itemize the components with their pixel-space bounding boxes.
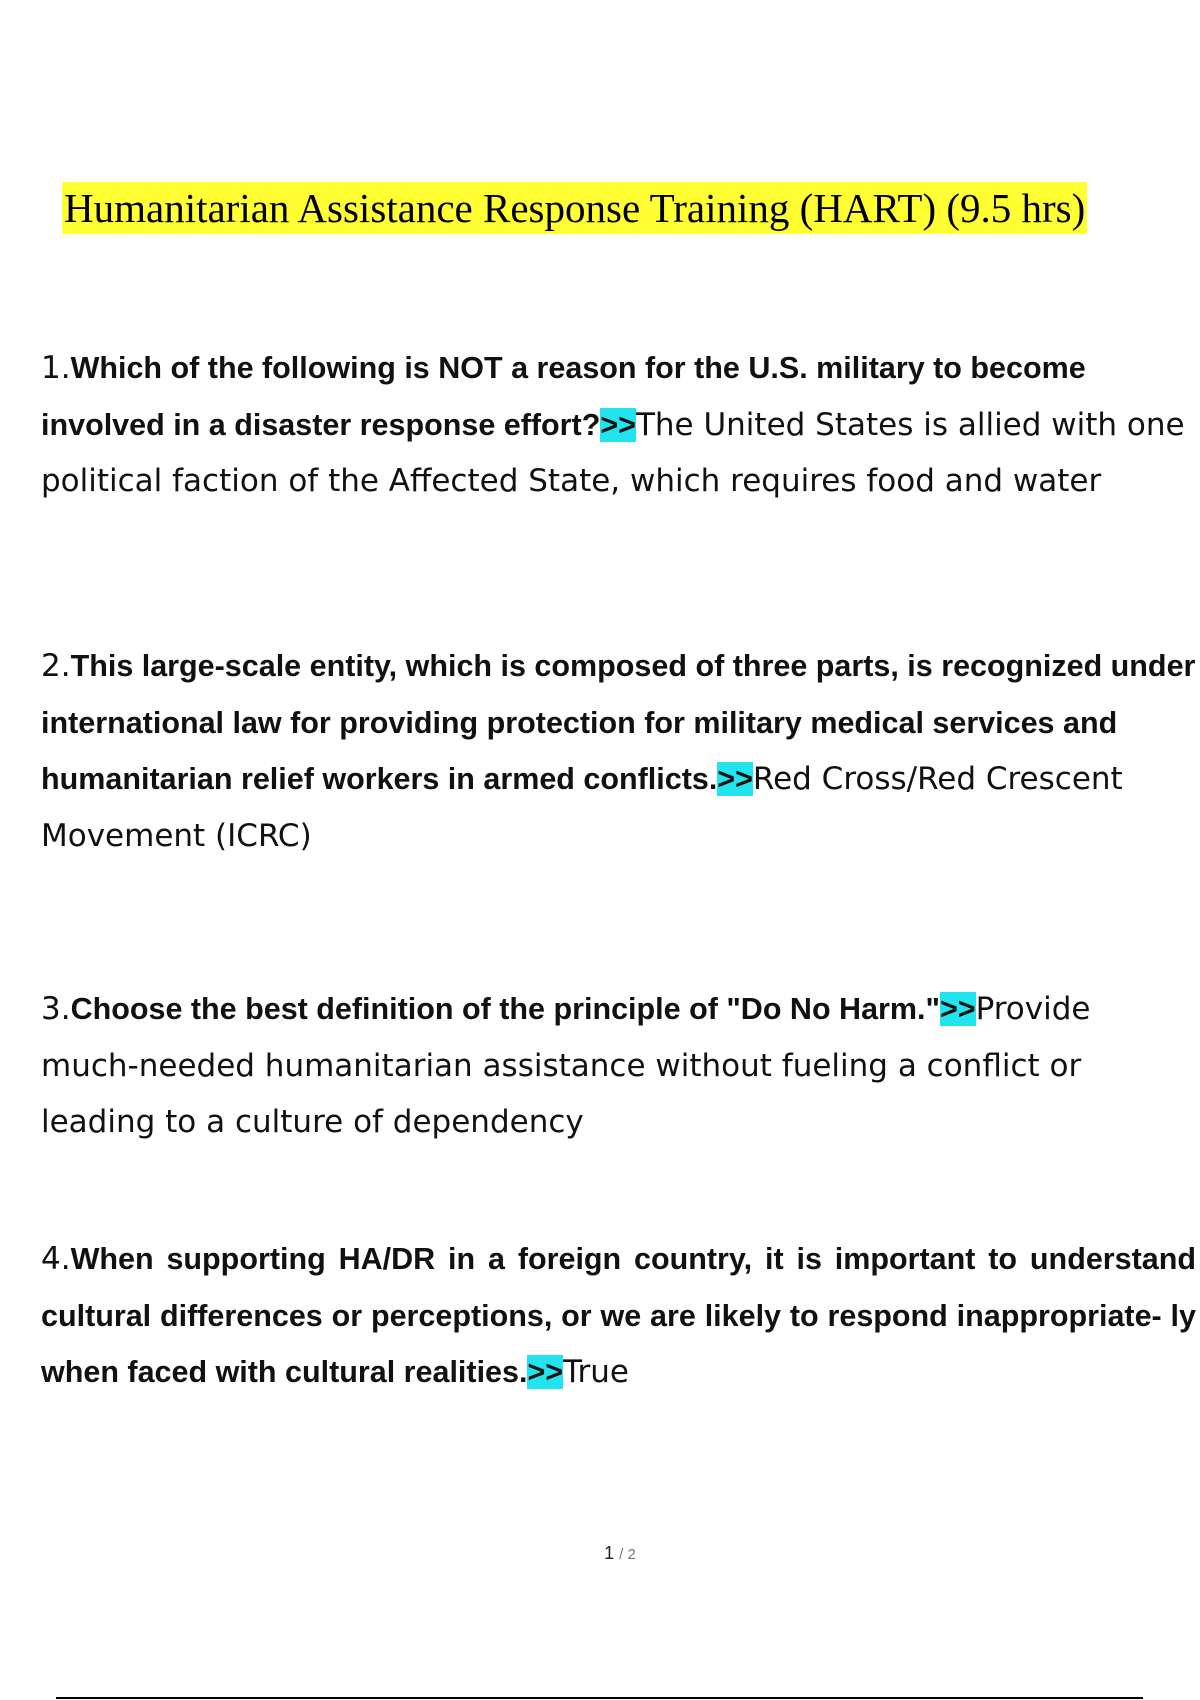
question-number: 1. [41,350,71,386]
question-item-2 [41,638,1196,864]
answer-text: Provide much-needed humanitarian assistance without fueling a conflict or leading to a culture of dependency [41,991,1091,1140]
question-number: 4. [41,1241,71,1277]
question-item-1 [41,340,1196,510]
document-title: Humanitarian Assistance Response Training (HART) (9.5 hrs) [62,182,1087,234]
footer-divider [56,1697,1143,1699]
question-text: When supporting HA/DR in a foreign country, it is important to understand cultural differences or perceptions, or we are likely to respond inappropriate- ly when faced with cultural realities. [41,1242,1196,1389]
answer-marker: >> [527,1355,564,1389]
answer-text: True [563,1354,629,1390]
question-text: This large-scale entity, which is composed of three parts, is recognized under international law for providing protection for military medical services and humanitarian relief workers in armed conflicts. [41,649,1196,796]
question-number: 3. [41,991,71,1027]
current-page-number: 1 [604,1543,615,1563]
question-item-4 [41,1231,1196,1401]
question-item-3 [41,981,1196,1151]
answer-marker: >> [600,407,636,442]
answer-marker: >> [939,992,976,1026]
page-indicator [0,1543,1200,1564]
question-text: Choose the best definition of the principle of "Do No Harm." [70,992,940,1026]
answer-marker: >> [717,762,753,796]
question-number: 2. [41,648,71,684]
question-text: Which of the following is NOT a reason for the U.S. military to become involved in a disaster response effort? [41,351,1086,442]
total-pages: / 2 [619,1546,636,1563]
answer-text: Red Cross/Red Crescent Movement (ICRC) [41,761,1123,854]
answer-text: The United States is allied with one political faction of the Affected State, which requires food and water [41,406,1185,499]
